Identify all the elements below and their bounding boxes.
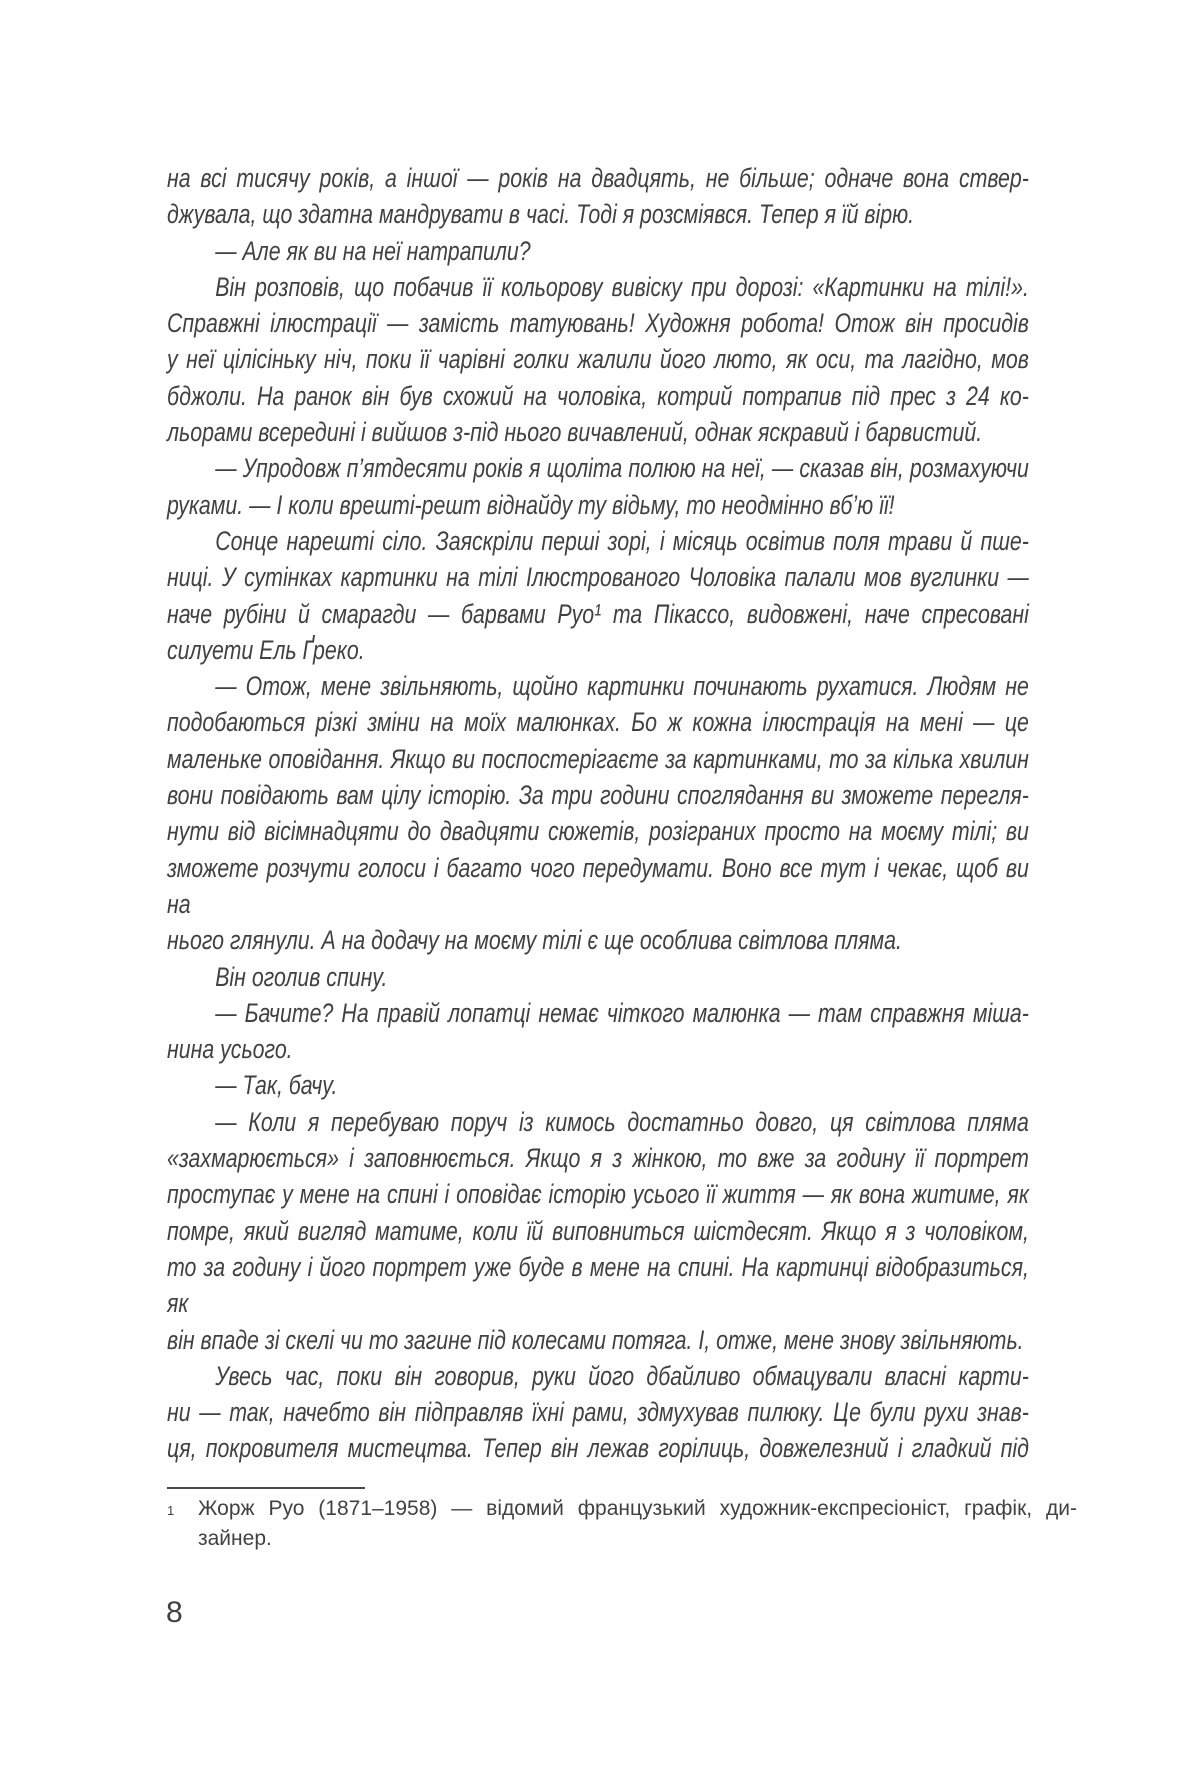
text-line: ниці. У сутінках картинки на тілі Ілюстрованого Чоловіка палали мов вуглинки — xyxy=(167,562,1029,593)
paragraph xyxy=(167,1104,1029,1358)
text-line: на всі тисячу років, а іншої — років на двадцять, не більше; одначе вона ствер- xyxy=(167,163,1029,193)
paragraph xyxy=(167,1358,1029,1467)
paragraph xyxy=(167,668,1029,958)
text-line: Сонце нарешті сіло. Заяскріли перші зорі, і місяць освітив поля трави й пше- xyxy=(215,525,1029,556)
paragraph xyxy=(167,450,1029,523)
text-line: Справжні ілюстрації — замість татуювань! Художня робота! Отож він просидів xyxy=(167,308,1029,339)
text-line: джувала, що здатна мандрувати в часі. Тоді я розсміявся. Тепер я їй вірю. xyxy=(167,199,915,230)
text-line: нього глянули. А на додачу на моєму тілі є ще особлива світлова пляма. xyxy=(167,925,902,956)
text-line: Він оголив спину. xyxy=(215,961,388,992)
text-line: ни — так, начебто він підправляв їхні рами, здмухував пилюку. Це були рухи знав- xyxy=(167,1397,1029,1428)
text-line: він впаде зі скелі чи то загине під колесами потяга. І, отже, мене знову звільняють. xyxy=(167,1324,1024,1355)
text-line: нина усього. xyxy=(167,1034,293,1065)
text-line: нути від вісімнадцяти до двадцяти сюжетів, розіграних просто на моєму тілі; ви xyxy=(167,816,1029,847)
text-line: Увесь час, поки він говорив, руки його дбайливо обмацували власні карти- xyxy=(215,1360,1029,1391)
text-line: Жорж Руо (1871–1958) — відомий французький художник-експресіоніст, графік, ди- xyxy=(198,1497,1077,1520)
paragraph xyxy=(167,269,1029,450)
text-line: вони повідають вам цілу історію. За три години споглядання ви зможете перегля- xyxy=(167,780,1029,811)
paragraph xyxy=(167,523,1029,668)
paragraph xyxy=(167,1067,1029,1103)
text-line: зайнер. xyxy=(198,1527,272,1550)
text-line: то за годину і його портрет уже буде в мене на спині. На картинці відобразиться, як xyxy=(167,1251,1029,1319)
text-line: Він розповів, що побачив її кольорову вивіску при дорозі: «Картинки на тілі!». xyxy=(215,271,1029,302)
footnote-marker: 1 xyxy=(167,1503,175,1518)
text-line: проступає у мене на спині і оповідає історію усього її життя — як вона житиме, як xyxy=(167,1179,1029,1210)
text-line: — Бачите? На правій лопатці немає чіткого малюнка — там справжня міша- xyxy=(215,997,1029,1028)
text-line: руками. — І коли врешті-решт віднайду ту відьму, то неодмінно вб’ю її! xyxy=(167,489,895,520)
paragraph xyxy=(167,959,1029,995)
text-line: льорами всередині і вийшов з-під нього вичавлений, однак яскравий і барвистий. xyxy=(167,417,983,448)
text-line: подобаються різкі зміни на моїх малюнках. Бо ж кожна ілюстрація на мені — це xyxy=(167,707,1029,738)
text-line: — Отож, мене звільняють, щойно картинки починають рухатися. Людям не xyxy=(215,671,1029,702)
paragraph xyxy=(167,233,1029,269)
text-line: ця, покровителя мистецтва. Тепер він лежав горілиць, довжелезний і гладкий під xyxy=(167,1433,1029,1464)
text-line: — Упродовж п’ятдесяти років я щоліта полюю на неї, — сказав він, розмахуючи xyxy=(215,453,1029,484)
paragraph xyxy=(167,160,1029,233)
page-text xyxy=(167,160,1029,1467)
text-line: — Але як ви на неї натрапили? xyxy=(215,235,531,266)
page-number: 8 xyxy=(166,1596,183,1629)
footnote-text xyxy=(167,1494,1077,1554)
footnote xyxy=(167,1494,1077,1554)
text-line: «захмарюється» і заповнюється. Якщо я з жінкою, то вже за годину її портрет xyxy=(167,1143,1029,1174)
text-line: — Так, бачу. xyxy=(215,1070,338,1101)
text-line: у неї цілісіньку ніч, поки її чарівні голки жалили його люто, як оси, та лагідно, мов xyxy=(167,344,1029,375)
text-line: наче рубіни й смарагди — барвами Руо¹ та Пікассо, видовжені, наче спресовані xyxy=(167,598,1029,629)
text-line: маленьке оповідання. Якщо ви поспостерігаєте за картинками, то за кілька хвилин xyxy=(167,743,1029,774)
text-line: бджоли. На ранок він був схожий на чоловіка, котрий потрапив під прес з 24 ко- xyxy=(167,380,1029,411)
text-line: зможете розчути голоси і багато чого передумати. Воно все тут і чекає, щоб ви на xyxy=(167,852,1029,919)
text-line: помре, який вигляд матиме, коли їй виповниться шістдесят. Якщо я з чоловіком, xyxy=(167,1215,1029,1246)
footnote-separator xyxy=(167,1487,365,1489)
text-line: силуети Ель Ґреко. xyxy=(167,634,365,665)
text-line: — Коли я перебуваю поруч із кимось достатньо довго, ця світлова пляма xyxy=(215,1106,1029,1137)
paragraph xyxy=(167,995,1029,1068)
